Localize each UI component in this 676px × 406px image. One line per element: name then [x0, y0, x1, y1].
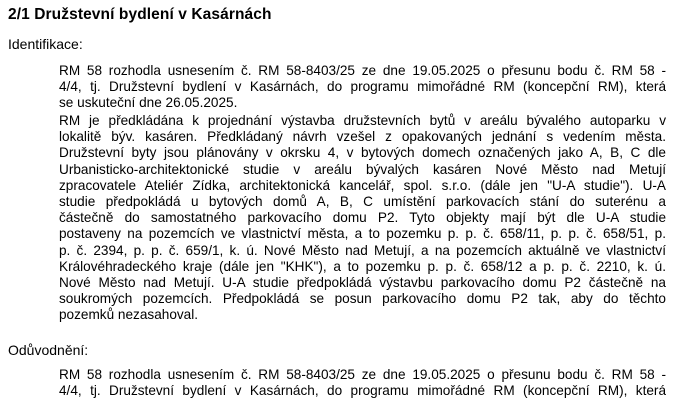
- identifikace-paragraph-2: [59, 113, 666, 324]
- text-line: 4/4, tj. Družstevní bydlení v Kasárnách, do programu mimořádné RM (koncepční RM), která: [59, 79, 666, 95]
- text-line: Urbanisticko-architektonické studie v areálu bývalých kasáren Nové Město nad Metují: [59, 161, 666, 177]
- text-line: zpracovatele Ateliér Zídka, architektonická kancelář, spol. s.r.o. (dále jen "U-A studie"). U-A: [59, 177, 666, 193]
- oduvodneni-label: Odůvodnění:: [8, 342, 89, 358]
- identifikace-label: Identifikace:: [8, 36, 83, 52]
- text-line: soukromých pozemcích. Předpokládá se posun parkovacího domu P2 tak, aby do těchto: [59, 291, 666, 307]
- text-line: částečně do samostatného parkovacího domu P2. Tyto objekty mají být dle U-A studie: [59, 210, 666, 226]
- text-line: p. č. 2394, p. p. č. 659/1, k. ú. Nové Město nad Metují, a na pozemcích aktuálně ve vlastnictví: [59, 242, 666, 258]
- text-line: RM 58 rozhodla usnesením č. RM 58-8403/25 ze dne 19.05.2025 o přesunu bodu č. RM 58 -: [59, 63, 666, 78]
- text-line: lokalitě býv. kasáren. Předkládaný návrh vzešel z opakovaných jednání s vedením města.: [59, 129, 666, 145]
- text-line: postaveny na pozemcích ve vlastnictví města, a to pozemku p. p. č. 658/11, p. p. č. 658/51, p.: [59, 226, 666, 242]
- identifikace-paragraph-1: [59, 63, 666, 112]
- section-title: 2/1 Družstevní bydlení v Kasárnách: [8, 6, 272, 23]
- text-line: RM 58 rozhodla usnesením č. RM 58-8403/25 ze dne 19.05.2025 o přesunu bodu č. RM 58 -: [59, 367, 666, 382]
- text-line: se uskuteční dne 26.05.2025.: [59, 95, 238, 111]
- text-line: 4/4, tj. Družstevní bydlení v Kasárnách, do programu mimořádné RM (koncepční RM), která: [59, 383, 666, 399]
- oduvodneni-paragraph-1: [59, 367, 666, 399]
- text-line: RM je předkládána k projednání výstavba družstevních bytů v areálu bývalého autoparku v: [59, 113, 666, 128]
- text-line: studie předpokládá u bytových domů A, B, C umístění parkovacích stání do suterénu a: [59, 194, 666, 210]
- text-line: pozemků nezasahoval.: [59, 307, 199, 323]
- text-line: Královéhradeckého kraje (dále jen "KHK"), a to pozemku p. p. č. 658/12 a p. p. č. 2210, k. ú.: [59, 258, 666, 274]
- text-line: Nové Město nad Metují. U-A studie předpokládá výstavbu parkovacího domu P2 částečně na: [59, 275, 666, 291]
- text-line: Družstevní byty jsou plánovány v okrsku 4, v bytových domech označených jako A, B, C dle: [59, 145, 666, 161]
